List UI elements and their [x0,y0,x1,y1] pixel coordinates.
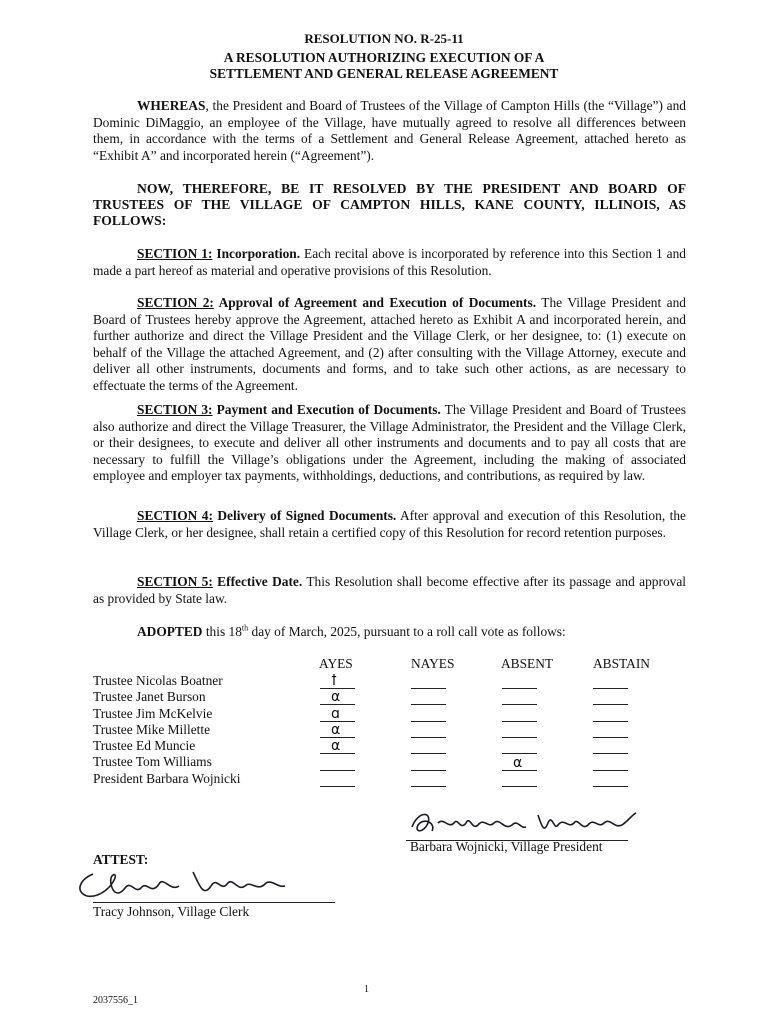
resolution-number: RESOLUTION NO. R-25-11 [304,31,464,46]
vote-blank-abstain [593,770,628,771]
vote-member-name: President Barbara Wojnicki [93,770,241,786]
section-3-heading: Payment and Execution of Documents. [212,402,441,417]
vote-blank-nayes [411,704,446,705]
vote-mark-absent: α [513,754,523,771]
section-2 [93,295,686,395]
vote-header-absent: ABSENT [501,656,554,671]
document-id: 2037556_1 [93,995,138,1006]
clerk-caption: Tracy Johnson, Village Clerk [93,904,250,919]
section-1 [93,246,686,279]
now-therefore-clause: NOW, THEREFORE, BE IT RESOLVED BY THE PRESIDENT AND BOARD OF TRUSTEES OF THE VILLAGE OF CAMPTON HILLS, KANE COUNTY, ILLINOIS, AS FOLLOWS: [93,181,686,228]
section-3-text: The Village President and Board of Trustees also authorize and direct the Village Treasurer, the Village Administrator, the President and the Village Clerk, or their designees, to execute and deliver all other instruments and documents and to pay all costs that are necessary to fulfill the Village’s obligations under the Agreement, including the making of associated employee and employer tax payments, withholdings, deductions, and contributions, as required by law. [93,402,687,484]
vote-mark-ayes: α [331,721,341,738]
section-4-label: SECTION 4: [137,508,213,523]
adopted-ordinal: th [241,623,249,633]
section-5-label: SECTION 5: [137,574,213,589]
vote-blank-nayes [411,721,446,722]
vote-header-nayes: NAYES [411,656,455,671]
vote-blank-nayes [411,688,446,689]
vote-member-name: Trustee Janet Burson [93,689,206,705]
section-2-label: SECTION 2: [137,295,214,310]
resolution-title-line2: SETTLEMENT AND GENERAL RELEASE AGREEMENT [209,66,559,81]
vote-blank-absent [502,737,537,738]
section-4 [93,508,686,541]
president-signature-text: Barbara Wojnicki [408,805,416,806]
vote-blank-absent [502,704,537,705]
vote-blank-abstain [593,753,628,754]
adopted-pre: this 18 [202,624,242,639]
vote-member-names [93,673,240,787]
vote-blank-abstain [593,704,628,705]
section-5 [93,574,686,607]
whereas-text: , the President and Board of Trustees of the Village of Campton Hills (the “Village”) and Dominic DiMaggio, an employee of the Village, have mutually agreed to resolve all differences between them, in accordance with the terms of a Settlement and General Release Agreement, attached hereto as “Exhibit A” and incorporated herein (“Agreement”). [93,98,686,163]
vote-member-name: Trustee Ed Muncie [93,738,196,754]
section-1-heading: Incorporation. [212,246,301,261]
resolution-title-line1: A RESOLUTION AUTHORIZING EXECUTION OF A [223,50,545,65]
vote-blank-absent [502,721,537,722]
clerk-signature-line [93,902,335,903]
whereas-lead: WHEREAS [137,98,206,113]
president-caption: Barbara Wojnicki, Village President [410,839,603,854]
vote-blank-nayes [411,753,446,754]
vote-mark-ayes: ꝉ [331,673,337,689]
vote-mark-ayes: ɑ [331,705,340,722]
section-1-text: Each recital above is incorporated by reference into this Section 1 and made a part hereof as material and operative provisions of this Resolution. [93,246,687,278]
vote-blank-nayes [411,737,446,738]
page-number: 1 [364,984,369,995]
vote-blank-nayes [411,786,446,787]
president-signature-image [408,805,643,841]
section-4-text: After approval and execution of this Resolution, the Village Clerk, or her designee, shall retain a certified copy of this Resolution for record retention purposes. [93,508,686,540]
vote-blank-abstain [593,737,628,738]
vote-blank-ayes [320,770,355,771]
whereas-paragraph [93,98,686,164]
section-3-label: SECTION 3: [137,402,213,417]
attest-label: ATTEST: [93,852,149,867]
vote-blank-absent [502,688,537,689]
vote-blank-abstain [593,688,628,689]
vote-mark-ayes: α [331,689,341,706]
clerk-signature-text: Tracy Johnson [75,866,81,867]
section-2-heading: Approval of Agreement and Execution of Documents. [213,295,537,310]
vote-mark-ayes: α [331,738,341,755]
vote-member-name: Trustee Jim McKelvie [93,705,213,721]
section-5-heading: Effective Date. [212,574,303,589]
vote-blank-ayes [320,786,355,787]
section-4-heading: Delivery of Signed Documents. [212,508,397,523]
vote-member-name: Trustee Tom Williams [93,754,212,770]
vote-header-abstain: ABSTAIN [593,656,650,671]
section-1-label: SECTION 1: [137,246,213,261]
vote-member-name: Trustee Nicolas Boatner [93,673,223,688]
adopted-lead: ADOPTED [137,624,203,639]
section-5-text: This Resolution shall become effective after its passage and approval as provided by State law. [93,574,686,606]
vote-header-ayes: AYES [319,656,353,671]
adopted-post: day of March, 2025, pursuant to a roll call vote as follows: [248,624,566,639]
section-2-text: The Village President and Board of Trustees hereby approve the Agreement, attached hereto as Exhibit A and incorporated herein, and further authorize and direct the Village President and the Village Clerk, or her designee, to: (1) execute on behalf of the Village the attached Agreement, and (2) after consulting with the Village Attorney, execute and deliver all other instruments, documents and forms, and to take such other actions, as are necessary to effectuate the terms of the Agreement. [93,295,686,393]
vote-blank-abstain [593,721,628,722]
vote-blank-abstain [593,786,628,787]
clerk-signature-image [75,866,295,906]
section-3 [93,402,686,485]
vote-blank-absent [502,786,537,787]
adopted-line [93,624,686,641]
vote-member-name: Trustee Mike Millette [93,721,211,737]
vote-blank-nayes [411,770,446,771]
